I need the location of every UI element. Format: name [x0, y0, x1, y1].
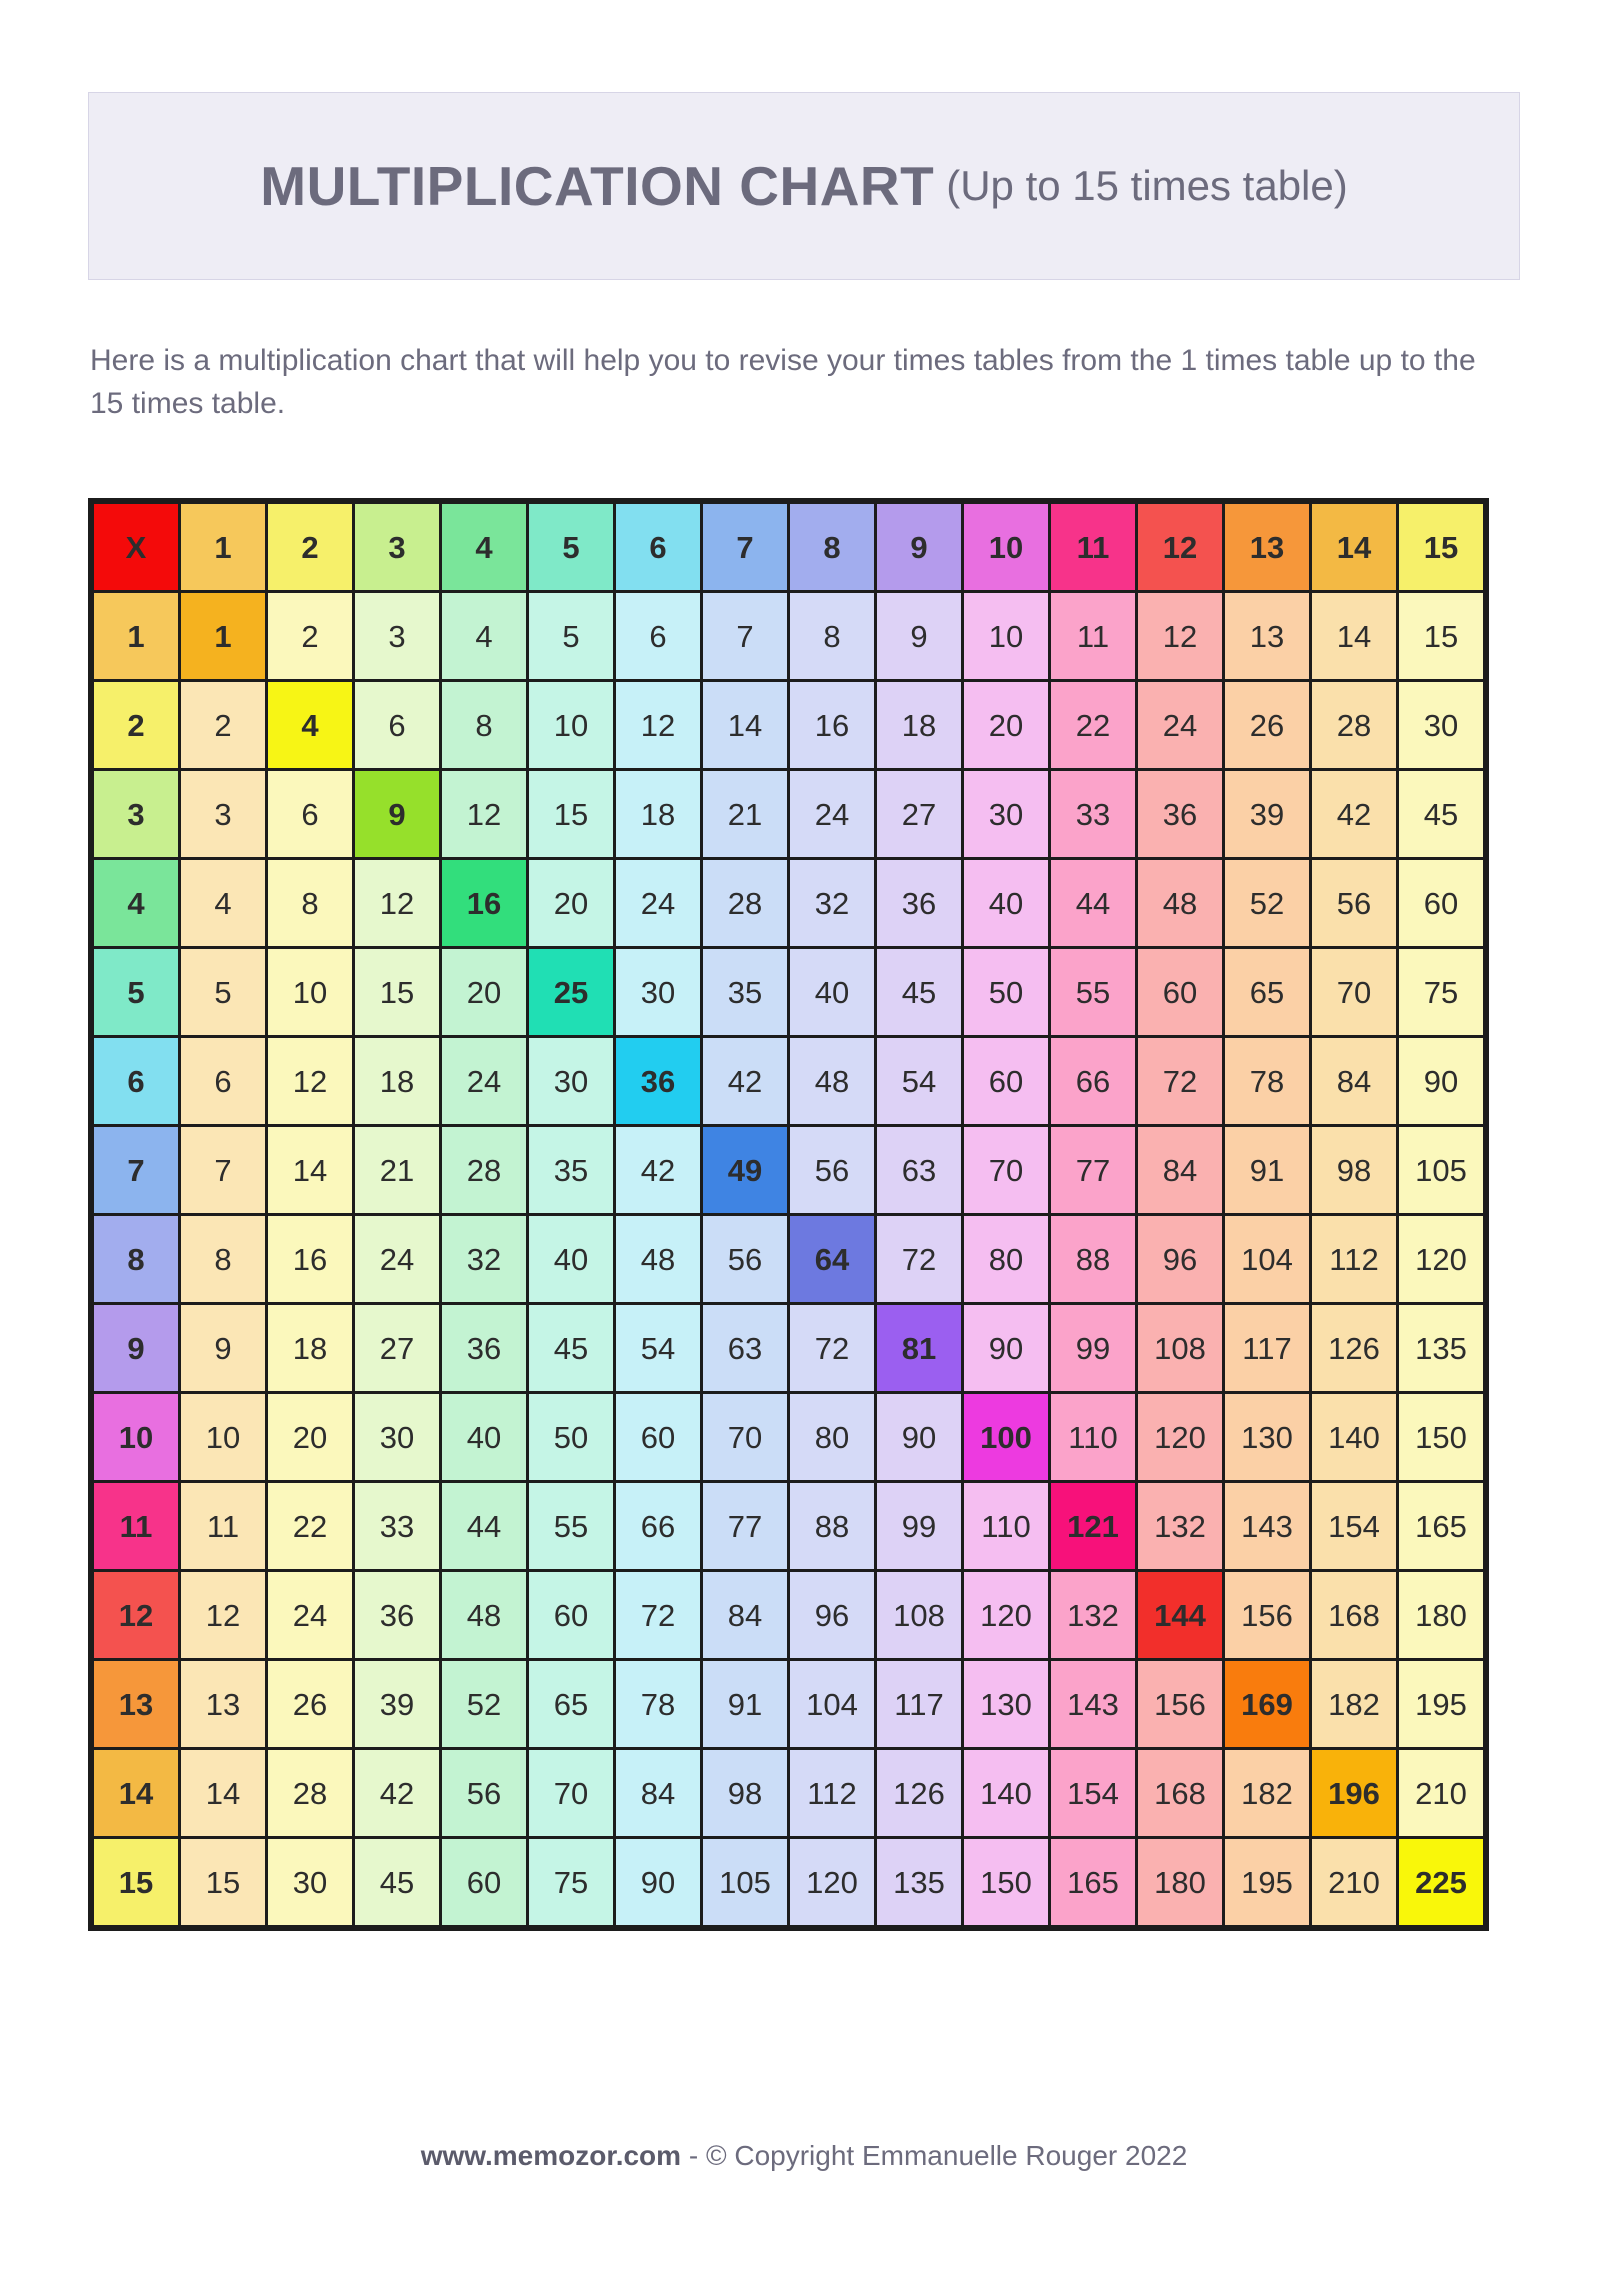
- product-cell: 22: [1051, 682, 1135, 768]
- product-cell: 50: [529, 1394, 613, 1480]
- product-cell: 20: [964, 682, 1048, 768]
- product-cell: 28: [1312, 682, 1396, 768]
- product-cell: 16: [790, 682, 874, 768]
- row-header: 4: [94, 860, 178, 946]
- product-cell: 13: [181, 1661, 265, 1747]
- product-cell: 48: [442, 1572, 526, 1658]
- product-cell: 40: [442, 1394, 526, 1480]
- product-cell: 48: [790, 1038, 874, 1124]
- product-cell: 88: [1051, 1216, 1135, 1302]
- product-cell: 12: [442, 771, 526, 857]
- product-cell: 132: [1138, 1483, 1222, 1569]
- column-header: 3: [355, 504, 439, 590]
- product-cell: 120: [1138, 1394, 1222, 1480]
- product-cell: 55: [529, 1483, 613, 1569]
- product-cell: 98: [703, 1750, 787, 1836]
- square-cell: 225: [1399, 1839, 1483, 1925]
- product-cell: 44: [1051, 860, 1135, 946]
- multiplication-table: [88, 498, 1489, 1931]
- product-cell: 11: [1051, 593, 1135, 679]
- product-cell: 156: [1225, 1572, 1309, 1658]
- product-cell: 91: [703, 1661, 787, 1747]
- product-cell: 182: [1225, 1750, 1309, 1836]
- table-row: [94, 1216, 1483, 1302]
- product-cell: 8: [790, 593, 874, 679]
- product-cell: 40: [529, 1216, 613, 1302]
- product-cell: 108: [877, 1572, 961, 1658]
- product-cell: 33: [355, 1483, 439, 1569]
- product-cell: 14: [181, 1750, 265, 1836]
- product-cell: 56: [442, 1750, 526, 1836]
- product-cell: 60: [964, 1038, 1048, 1124]
- product-cell: 8: [181, 1216, 265, 1302]
- product-cell: 15: [1399, 593, 1483, 679]
- product-cell: 90: [1399, 1038, 1483, 1124]
- square-cell: 81: [877, 1305, 961, 1391]
- product-cell: 140: [964, 1750, 1048, 1836]
- product-cell: 104: [1225, 1216, 1309, 1302]
- product-cell: 9: [877, 593, 961, 679]
- table-row: [94, 1572, 1483, 1658]
- product-cell: 27: [355, 1305, 439, 1391]
- square-cell: 4: [268, 682, 352, 768]
- grid-corner-label: X: [94, 504, 178, 590]
- product-cell: 28: [442, 1127, 526, 1213]
- product-cell: 60: [616, 1394, 700, 1480]
- product-cell: 135: [1399, 1305, 1483, 1391]
- product-cell: 35: [703, 949, 787, 1035]
- product-cell: 154: [1051, 1750, 1135, 1836]
- table-row: [94, 1305, 1483, 1391]
- product-cell: 24: [790, 771, 874, 857]
- product-cell: 27: [877, 771, 961, 857]
- product-cell: 165: [1399, 1483, 1483, 1569]
- square-cell: 1: [181, 593, 265, 679]
- column-header: 10: [964, 504, 1048, 590]
- row-header: 11: [94, 1483, 178, 1569]
- square-cell: 9: [355, 771, 439, 857]
- product-cell: 45: [877, 949, 961, 1035]
- product-cell: 3: [181, 771, 265, 857]
- product-cell: 70: [1312, 949, 1396, 1035]
- column-header: 1: [181, 504, 265, 590]
- square-cell: 64: [790, 1216, 874, 1302]
- product-cell: 195: [1225, 1839, 1309, 1925]
- row-header: 13: [94, 1661, 178, 1747]
- multiplication-grid: [88, 498, 1489, 1931]
- product-cell: 66: [616, 1483, 700, 1569]
- product-cell: 90: [964, 1305, 1048, 1391]
- product-cell: 112: [790, 1750, 874, 1836]
- product-cell: 4: [181, 860, 265, 946]
- page-title: [88, 92, 1520, 280]
- product-cell: 50: [964, 949, 1048, 1035]
- page-title-main: MULTIPLICATION CHART: [260, 155, 935, 217]
- product-cell: 24: [442, 1038, 526, 1124]
- product-cell: 54: [877, 1038, 961, 1124]
- product-cell: 126: [1312, 1305, 1396, 1391]
- product-cell: 5: [181, 949, 265, 1035]
- product-cell: 7: [181, 1127, 265, 1213]
- product-cell: 30: [268, 1839, 352, 1925]
- product-cell: 110: [1051, 1394, 1135, 1480]
- product-cell: 210: [1399, 1750, 1483, 1836]
- product-cell: 3: [355, 593, 439, 679]
- product-cell: 56: [790, 1127, 874, 1213]
- product-cell: 13: [1225, 593, 1309, 679]
- column-header: 7: [703, 504, 787, 590]
- row-header: 10: [94, 1394, 178, 1480]
- table-row: [94, 1661, 1483, 1747]
- product-cell: 14: [703, 682, 787, 768]
- product-cell: 28: [268, 1750, 352, 1836]
- product-cell: 40: [790, 949, 874, 1035]
- product-cell: 54: [616, 1305, 700, 1391]
- product-cell: 56: [1312, 860, 1396, 946]
- product-cell: 70: [703, 1394, 787, 1480]
- column-header: 5: [529, 504, 613, 590]
- product-cell: 14: [1312, 593, 1396, 679]
- row-header: 9: [94, 1305, 178, 1391]
- product-cell: 52: [442, 1661, 526, 1747]
- product-cell: 91: [1225, 1127, 1309, 1213]
- product-cell: 21: [703, 771, 787, 857]
- product-cell: 32: [442, 1216, 526, 1302]
- product-cell: 150: [964, 1839, 1048, 1925]
- product-cell: 84: [703, 1572, 787, 1658]
- product-cell: 90: [616, 1839, 700, 1925]
- square-cell: 196: [1312, 1750, 1396, 1836]
- product-cell: 7: [703, 593, 787, 679]
- product-cell: 10: [529, 682, 613, 768]
- column-header: 14: [1312, 504, 1396, 590]
- product-cell: 120: [790, 1839, 874, 1925]
- product-cell: 70: [964, 1127, 1048, 1213]
- product-cell: 154: [1312, 1483, 1396, 1569]
- product-cell: 12: [1138, 593, 1222, 679]
- product-cell: 36: [442, 1305, 526, 1391]
- product-cell: 4: [442, 593, 526, 679]
- product-cell: 18: [355, 1038, 439, 1124]
- footer-copyright: - © Copyright Emmanuelle Rouger 2022: [688, 2140, 1188, 2171]
- product-cell: 45: [529, 1305, 613, 1391]
- product-cell: 120: [1399, 1216, 1483, 1302]
- product-cell: 42: [616, 1127, 700, 1213]
- product-cell: 42: [1312, 771, 1396, 857]
- product-cell: 33: [1051, 771, 1135, 857]
- row-header: 12: [94, 1572, 178, 1658]
- product-cell: 24: [1138, 682, 1222, 768]
- product-cell: 195: [1399, 1661, 1483, 1747]
- table-row: [94, 1127, 1483, 1213]
- product-cell: 98: [1312, 1127, 1396, 1213]
- table-row: [94, 1394, 1483, 1480]
- product-cell: 15: [181, 1839, 265, 1925]
- product-cell: 80: [790, 1394, 874, 1480]
- product-cell: 24: [616, 860, 700, 946]
- product-cell: 10: [268, 949, 352, 1035]
- product-cell: 112: [1312, 1216, 1396, 1302]
- product-cell: 130: [964, 1661, 1048, 1747]
- product-cell: 63: [877, 1127, 961, 1213]
- product-cell: 96: [1138, 1216, 1222, 1302]
- row-header: 14: [94, 1750, 178, 1836]
- product-cell: 15: [529, 771, 613, 857]
- page-title-sub: (Up to 15 times table): [946, 162, 1348, 209]
- product-cell: 165: [1051, 1839, 1135, 1925]
- product-cell: 55: [1051, 949, 1135, 1035]
- product-cell: 65: [529, 1661, 613, 1747]
- product-cell: 45: [355, 1839, 439, 1925]
- product-cell: 20: [268, 1394, 352, 1480]
- product-cell: 78: [616, 1661, 700, 1747]
- product-cell: 12: [268, 1038, 352, 1124]
- product-cell: 15: [355, 949, 439, 1035]
- product-cell: 168: [1312, 1572, 1396, 1658]
- product-cell: 156: [1138, 1661, 1222, 1747]
- product-cell: 45: [1399, 771, 1483, 857]
- column-header: 2: [268, 504, 352, 590]
- product-cell: 6: [616, 593, 700, 679]
- product-cell: 12: [355, 860, 439, 946]
- column-header: 9: [877, 504, 961, 590]
- product-cell: 36: [355, 1572, 439, 1658]
- footer-site[interactable]: www.memozor.com: [420, 2140, 682, 2171]
- product-cell: 84: [1312, 1038, 1396, 1124]
- product-cell: 18: [616, 771, 700, 857]
- product-cell: 180: [1399, 1572, 1483, 1658]
- product-cell: 20: [529, 860, 613, 946]
- product-cell: 210: [1312, 1839, 1396, 1925]
- product-cell: 80: [964, 1216, 1048, 1302]
- product-cell: 30: [616, 949, 700, 1035]
- product-cell: 72: [1138, 1038, 1222, 1124]
- table-row: [94, 593, 1483, 679]
- product-cell: 88: [790, 1483, 874, 1569]
- product-cell: 16: [268, 1216, 352, 1302]
- product-cell: 11: [181, 1483, 265, 1569]
- product-cell: 9: [181, 1305, 265, 1391]
- square-cell: 121: [1051, 1483, 1135, 1569]
- product-cell: 72: [790, 1305, 874, 1391]
- product-cell: 65: [1225, 949, 1309, 1035]
- product-cell: 78: [1225, 1038, 1309, 1124]
- product-cell: 21: [355, 1127, 439, 1213]
- product-cell: 5: [529, 593, 613, 679]
- product-cell: 30: [529, 1038, 613, 1124]
- product-cell: 30: [964, 771, 1048, 857]
- product-cell: 56: [703, 1216, 787, 1302]
- product-cell: 132: [1051, 1572, 1135, 1658]
- product-cell: 75: [529, 1839, 613, 1925]
- square-cell: 169: [1225, 1661, 1309, 1747]
- product-cell: 18: [877, 682, 961, 768]
- product-cell: 30: [1399, 682, 1483, 768]
- table-row: [94, 771, 1483, 857]
- product-cell: 70: [529, 1750, 613, 1836]
- product-cell: 66: [1051, 1038, 1135, 1124]
- row-header: 15: [94, 1839, 178, 1925]
- row-header: 7: [94, 1127, 178, 1213]
- column-header: 8: [790, 504, 874, 590]
- table-row: [94, 1750, 1483, 1836]
- square-cell: 25: [529, 949, 613, 1035]
- product-cell: 60: [529, 1572, 613, 1658]
- table-row: [94, 1483, 1483, 1569]
- product-cell: 40: [964, 860, 1048, 946]
- product-cell: 84: [1138, 1127, 1222, 1213]
- column-header: 12: [1138, 504, 1222, 590]
- row-header: 2: [94, 682, 178, 768]
- column-header: 4: [442, 504, 526, 590]
- product-cell: 117: [877, 1661, 961, 1747]
- table-row: [94, 860, 1483, 946]
- table-row: [94, 949, 1483, 1035]
- product-cell: 104: [790, 1661, 874, 1747]
- product-cell: 99: [1051, 1305, 1135, 1391]
- product-cell: 20: [442, 949, 526, 1035]
- product-cell: 2: [181, 682, 265, 768]
- product-cell: 84: [616, 1750, 700, 1836]
- product-cell: 110: [964, 1483, 1048, 1569]
- column-header: 11: [1051, 504, 1135, 590]
- product-cell: 42: [703, 1038, 787, 1124]
- product-cell: 2: [268, 593, 352, 679]
- product-cell: 126: [877, 1750, 961, 1836]
- product-cell: 35: [529, 1127, 613, 1213]
- product-cell: 12: [181, 1572, 265, 1658]
- product-cell: 105: [703, 1839, 787, 1925]
- square-cell: 100: [964, 1394, 1048, 1480]
- product-cell: 96: [790, 1572, 874, 1658]
- column-header: 13: [1225, 504, 1309, 590]
- product-cell: 60: [1399, 860, 1483, 946]
- product-cell: 32: [790, 860, 874, 946]
- product-cell: 24: [268, 1572, 352, 1658]
- product-cell: 135: [877, 1839, 961, 1925]
- product-cell: 10: [964, 593, 1048, 679]
- product-cell: 182: [1312, 1661, 1396, 1747]
- row-header: 1: [94, 593, 178, 679]
- product-cell: 52: [1225, 860, 1309, 946]
- product-cell: 12: [616, 682, 700, 768]
- product-cell: 8: [268, 860, 352, 946]
- product-cell: 72: [877, 1216, 961, 1302]
- product-cell: 6: [355, 682, 439, 768]
- product-cell: 180: [1138, 1839, 1222, 1925]
- product-cell: 48: [1138, 860, 1222, 946]
- product-cell: 24: [355, 1216, 439, 1302]
- square-cell: 16: [442, 860, 526, 946]
- product-cell: 39: [1225, 771, 1309, 857]
- product-cell: 63: [703, 1305, 787, 1391]
- table-row: [94, 1839, 1483, 1925]
- product-cell: 36: [1138, 771, 1222, 857]
- row-header: 3: [94, 771, 178, 857]
- row-header: 6: [94, 1038, 178, 1124]
- product-cell: 42: [355, 1750, 439, 1836]
- product-cell: 6: [181, 1038, 265, 1124]
- product-cell: 77: [703, 1483, 787, 1569]
- product-cell: 143: [1225, 1483, 1309, 1569]
- row-header: 8: [94, 1216, 178, 1302]
- product-cell: 28: [703, 860, 787, 946]
- table-header-row: [94, 504, 1483, 590]
- product-cell: 14: [268, 1127, 352, 1213]
- row-header: 5: [94, 949, 178, 1035]
- product-cell: 130: [1225, 1394, 1309, 1480]
- product-cell: 60: [442, 1839, 526, 1925]
- product-cell: 18: [268, 1305, 352, 1391]
- product-cell: 36: [877, 860, 961, 946]
- product-cell: 150: [1399, 1394, 1483, 1480]
- product-cell: 26: [1225, 682, 1309, 768]
- product-cell: 10: [181, 1394, 265, 1480]
- product-cell: 30: [355, 1394, 439, 1480]
- product-cell: 90: [877, 1394, 961, 1480]
- product-cell: 72: [616, 1572, 700, 1658]
- square-cell: 144: [1138, 1572, 1222, 1658]
- product-cell: 120: [964, 1572, 1048, 1658]
- square-cell: 36: [616, 1038, 700, 1124]
- product-cell: 168: [1138, 1750, 1222, 1836]
- table-row: [94, 682, 1483, 768]
- product-cell: 105: [1399, 1127, 1483, 1213]
- intro-text: Here is a multiplication chart that will help you to revise your times tables from the 1 times table up to the 15 times table.: [90, 344, 1476, 420]
- product-cell: 108: [1138, 1305, 1222, 1391]
- product-cell: 117: [1225, 1305, 1309, 1391]
- column-header: 6: [616, 504, 700, 590]
- table-row: [94, 1038, 1483, 1124]
- product-cell: 39: [355, 1661, 439, 1747]
- product-cell: 143: [1051, 1661, 1135, 1747]
- footer: [0, 2140, 1608, 2172]
- product-cell: 22: [268, 1483, 352, 1569]
- product-cell: 99: [877, 1483, 961, 1569]
- column-header: 15: [1399, 504, 1483, 590]
- product-cell: 6: [268, 771, 352, 857]
- product-cell: 140: [1312, 1394, 1396, 1480]
- product-cell: 48: [616, 1216, 700, 1302]
- product-cell: 75: [1399, 949, 1483, 1035]
- product-cell: 60: [1138, 949, 1222, 1035]
- product-cell: 77: [1051, 1127, 1135, 1213]
- product-cell: 8: [442, 682, 526, 768]
- product-cell: 26: [268, 1661, 352, 1747]
- square-cell: 49: [703, 1127, 787, 1213]
- product-cell: 44: [442, 1483, 526, 1569]
